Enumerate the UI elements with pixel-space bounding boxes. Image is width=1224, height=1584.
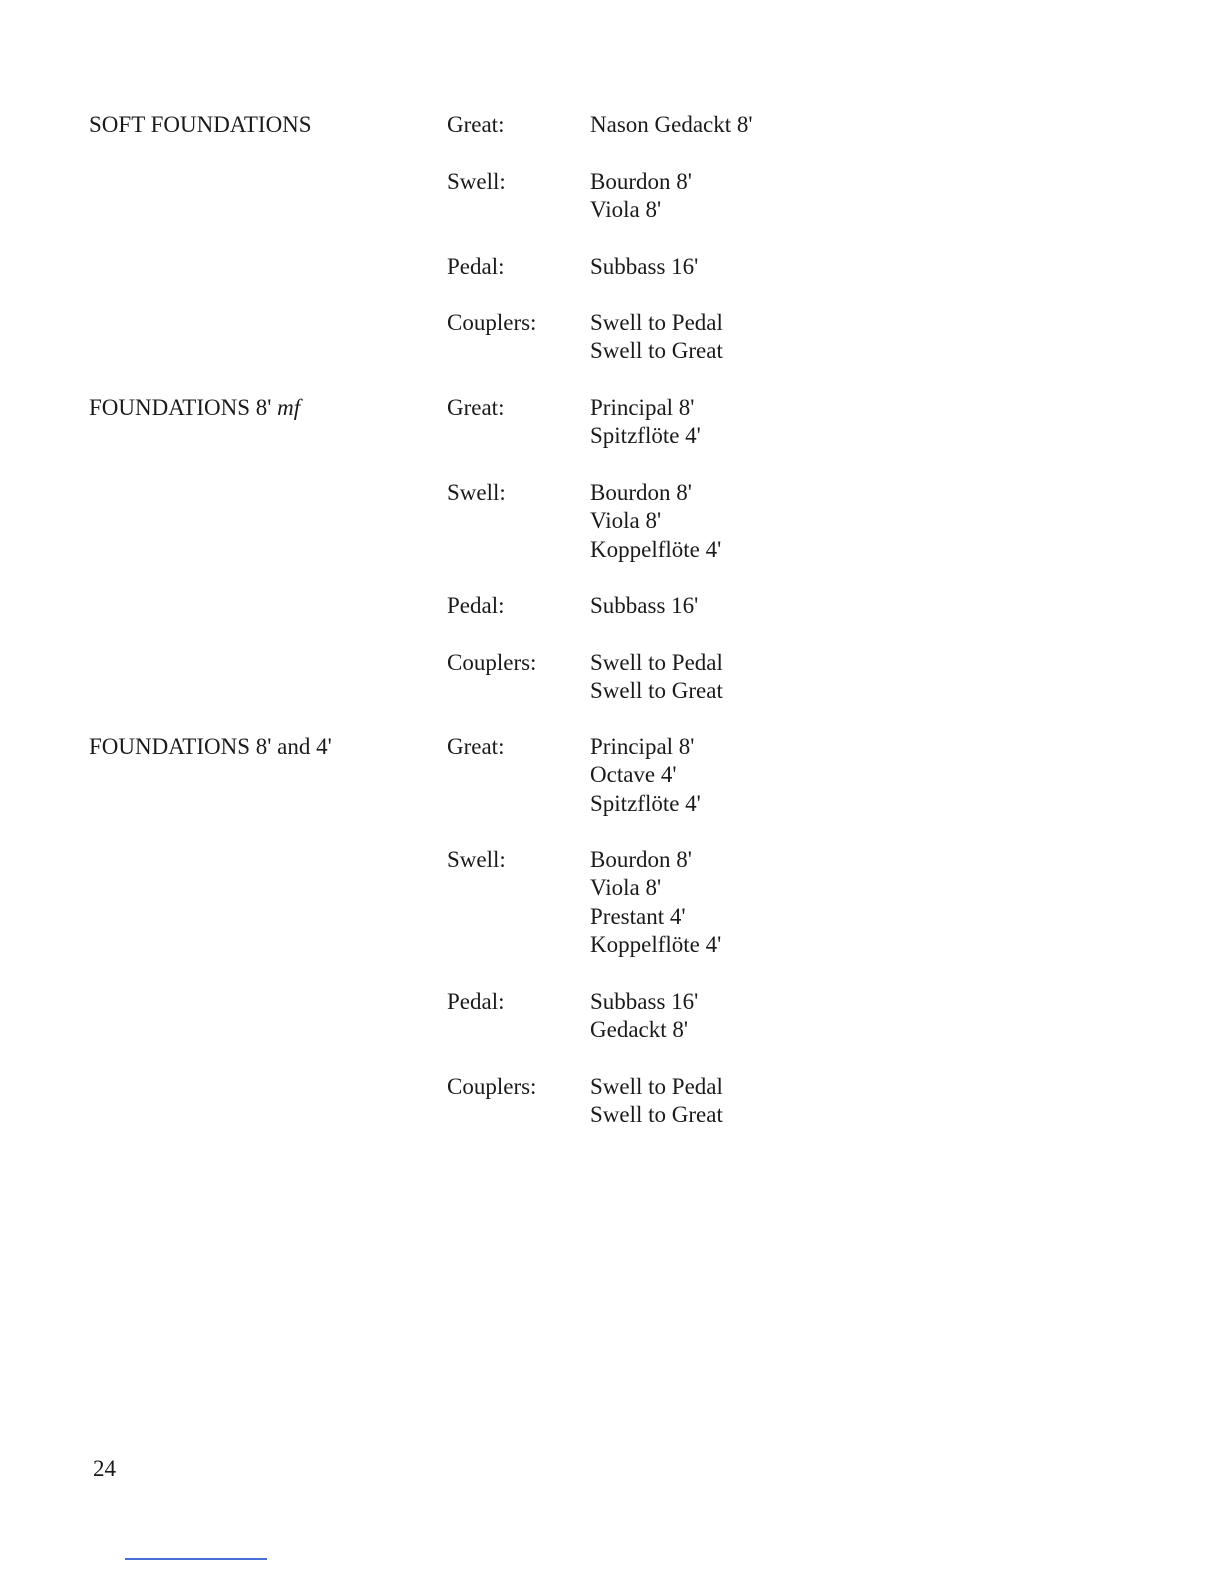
section-title: FOUNDATIONS 8' mf xyxy=(89,395,301,420)
stop-item: Subbass 16' xyxy=(590,593,699,618)
stop-item: Koppelflöte 4' xyxy=(590,536,722,562)
stop-list xyxy=(590,733,701,818)
stop-list xyxy=(590,988,698,1045)
stop-list xyxy=(590,479,721,564)
division-label: Couplers: xyxy=(447,650,537,675)
stop-item: Koppelflöte 4' xyxy=(590,931,722,957)
stop-list xyxy=(590,253,698,281)
section-title: SOFT FOUNDATIONS xyxy=(89,112,312,137)
stop-list xyxy=(590,168,692,225)
division-label: Swell: xyxy=(447,480,506,505)
division-label: Great: xyxy=(447,734,505,759)
stop-item: Subbass 16' xyxy=(590,254,699,279)
division-label: Pedal: xyxy=(447,593,505,618)
stop-item: Spitzflöte 4' xyxy=(590,423,701,449)
division-label: Pedal: xyxy=(447,989,505,1014)
stop-item: Subbass 16' xyxy=(590,989,699,1014)
division-label: Couplers: xyxy=(447,310,537,335)
stop-item: Principal 8' xyxy=(590,395,695,420)
section-title: FOUNDATIONS 8' and 4' xyxy=(89,734,332,759)
stop-item: Swell to Pedal xyxy=(590,650,723,675)
division-label: Swell: xyxy=(447,169,506,194)
division-label: Great: xyxy=(447,395,505,420)
stop-list xyxy=(590,394,701,451)
dynamic-marking: mf xyxy=(277,395,301,420)
stop-item: Viola 8' xyxy=(590,875,662,901)
stop-list xyxy=(590,846,721,959)
division-label: Great: xyxy=(447,112,505,137)
stop-item: Octave 4' xyxy=(590,762,677,788)
stop-item: Bourdon 8' xyxy=(590,847,692,872)
stop-item: Swell to Great xyxy=(590,678,723,704)
stop-item: Gedackt 8' xyxy=(590,1017,689,1043)
stop-item: Swell to Great xyxy=(590,338,723,364)
page-number: 24 xyxy=(93,1456,116,1481)
stop-list xyxy=(590,1073,723,1130)
stop-list xyxy=(590,649,723,706)
stop-item: Swell to Great xyxy=(590,1102,723,1128)
division-label: Couplers: xyxy=(447,1074,537,1099)
division-label: Pedal: xyxy=(447,254,505,279)
stop-item: Swell to Pedal xyxy=(590,310,723,335)
stop-item: Viola 8' xyxy=(590,197,662,223)
stop-item: Bourdon 8' xyxy=(590,480,692,505)
stop-list xyxy=(590,111,753,139)
stop-item: Nason Gedackt 8' xyxy=(590,112,753,137)
division-label: Swell: xyxy=(447,847,506,872)
stop-item: Swell to Pedal xyxy=(590,1074,723,1099)
footer-rule xyxy=(125,1558,267,1560)
stop-list xyxy=(590,592,698,620)
stop-item: Bourdon 8' xyxy=(590,169,692,194)
stop-item: Spitzflöte 4' xyxy=(590,790,701,816)
stop-list xyxy=(590,309,723,366)
stop-item: Viola 8' xyxy=(590,508,662,534)
stop-item: Principal 8' xyxy=(590,734,695,759)
stop-item: Prestant 4' xyxy=(590,903,686,929)
